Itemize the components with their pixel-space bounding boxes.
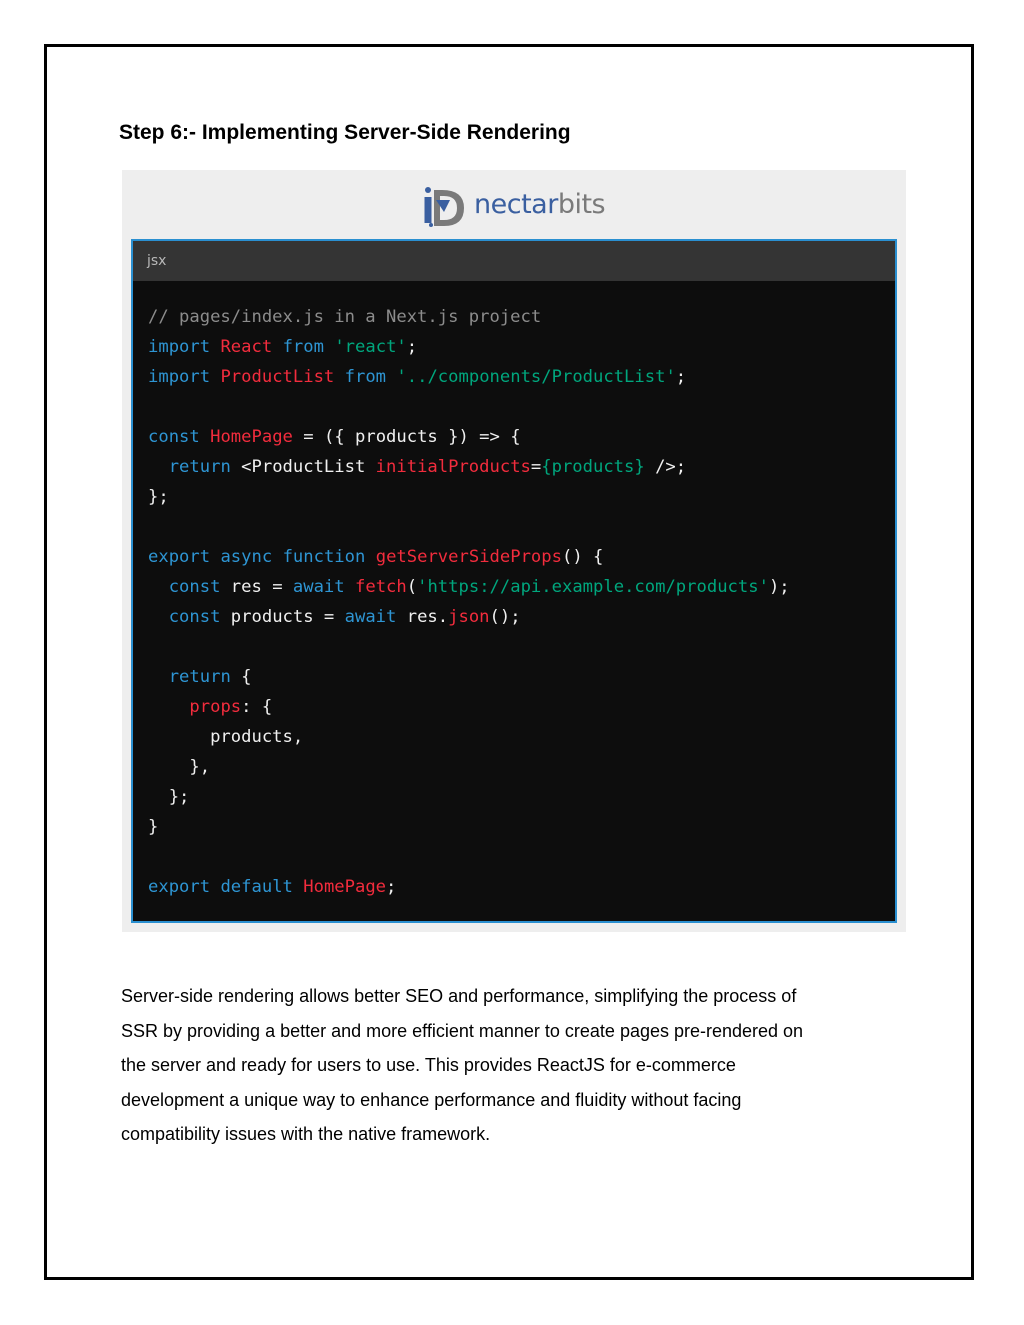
code-line bbox=[148, 302, 895, 332]
code-screenshot-figure bbox=[122, 170, 906, 932]
code-token: from bbox=[344, 367, 387, 387]
code-token: '../components/ProductList' bbox=[396, 367, 676, 387]
code-token: ProductList bbox=[220, 367, 335, 387]
brand-wordmark-part-b: bits bbox=[557, 188, 606, 220]
code-token bbox=[148, 697, 189, 717]
code-line bbox=[148, 542, 895, 572]
code-token: import bbox=[148, 367, 211, 387]
code-token: : { bbox=[241, 697, 273, 717]
code-token bbox=[210, 337, 220, 357]
code-token: getServerSideProps bbox=[375, 547, 562, 567]
code-token: res. bbox=[396, 607, 449, 627]
code-line bbox=[148, 812, 895, 842]
code-token: React bbox=[220, 337, 273, 357]
code-token: json bbox=[448, 607, 490, 627]
code-line bbox=[148, 842, 895, 872]
code-token: />; bbox=[644, 457, 687, 477]
code-token bbox=[365, 547, 375, 567]
brand-logo bbox=[422, 184, 605, 228]
code-line bbox=[148, 632, 895, 662]
code-line bbox=[148, 572, 895, 602]
code-token: ; bbox=[386, 877, 397, 897]
code-line bbox=[148, 482, 895, 512]
code-token bbox=[210, 877, 220, 897]
body-paragraph bbox=[121, 979, 891, 1152]
code-line bbox=[148, 752, 895, 782]
paragraph-line: compatibility issues with the native framework. bbox=[121, 1124, 491, 1145]
code-token bbox=[293, 877, 303, 897]
code-token: export bbox=[148, 877, 211, 897]
code-token bbox=[345, 577, 355, 597]
code-token: const bbox=[168, 577, 221, 597]
code-token: } bbox=[148, 817, 159, 837]
code-token: {products} bbox=[541, 457, 645, 477]
code-token: return bbox=[168, 457, 231, 477]
code-line bbox=[148, 332, 895, 362]
nectarbits-logo-icon bbox=[422, 184, 468, 228]
code-token bbox=[200, 427, 210, 447]
code-token: = ({ products }) => { bbox=[292, 427, 521, 447]
code-line bbox=[148, 512, 895, 542]
code-token: const bbox=[148, 427, 200, 447]
code-token: from bbox=[282, 337, 324, 357]
code-token: HomePage bbox=[303, 877, 387, 897]
code-token: 'react' bbox=[334, 337, 407, 357]
code-line bbox=[148, 782, 895, 812]
code-token bbox=[324, 337, 334, 357]
code-token bbox=[148, 607, 169, 627]
code-token bbox=[272, 547, 282, 567]
paragraph-line: the server and ready for users to use. This provides ReactJS for e-commerce bbox=[121, 1055, 736, 1076]
code-token: }, bbox=[148, 757, 211, 777]
code-token: await bbox=[344, 607, 397, 627]
paragraph-line: Server-side rendering allows better SEO and performance, simplifying the process of bbox=[121, 986, 797, 1006]
code-line bbox=[148, 392, 895, 422]
code-token: ; bbox=[406, 337, 418, 357]
code-token: res = bbox=[220, 577, 293, 597]
code-token: import bbox=[148, 337, 211, 357]
code-line bbox=[148, 362, 895, 392]
code-token: { bbox=[230, 667, 252, 687]
code-token bbox=[386, 367, 396, 387]
code-token: HomePage bbox=[210, 427, 293, 447]
code-token: await bbox=[292, 577, 345, 597]
paragraph-line: development a unique way to enhance performance and fluidity without facing bbox=[121, 1089, 742, 1110]
code-token: default bbox=[220, 877, 293, 897]
code-token: ( bbox=[406, 577, 418, 597]
paragraph-line: SSR by providing a better and more efficient manner to create pages pre-rendered on bbox=[121, 1020, 804, 1041]
code-line bbox=[148, 602, 895, 632]
code-token: ; bbox=[675, 367, 687, 387]
code-line bbox=[148, 872, 895, 902]
code-token: async bbox=[220, 547, 273, 567]
code-token bbox=[148, 457, 169, 477]
code-token: = bbox=[530, 457, 542, 477]
code-token bbox=[334, 367, 344, 387]
code-token: }; bbox=[148, 787, 190, 807]
code-line bbox=[148, 722, 895, 752]
code-token: return bbox=[168, 667, 231, 687]
brand-wordmark bbox=[474, 188, 606, 220]
code-line bbox=[148, 692, 895, 722]
code-token: 'https://api.example.com/products' bbox=[417, 577, 769, 597]
code-token: <ProductList bbox=[230, 457, 376, 477]
code-token: products, bbox=[148, 727, 304, 747]
code-token: initialProducts bbox=[375, 457, 531, 477]
code-line bbox=[148, 422, 895, 452]
code-token: props bbox=[189, 697, 242, 717]
code-token bbox=[272, 337, 282, 357]
code-token: ); bbox=[768, 577, 790, 597]
code-token bbox=[148, 577, 169, 597]
code-token bbox=[210, 367, 220, 387]
code-language-label: jsx bbox=[133, 241, 895, 281]
code-token: export bbox=[148, 547, 211, 567]
brand-wordmark-part-a: nectar bbox=[474, 188, 558, 220]
code-token: // pages/index.js in a Next.js project bbox=[148, 307, 542, 327]
code-line bbox=[148, 452, 895, 482]
code-token: products = bbox=[220, 607, 345, 627]
code-token: function bbox=[282, 547, 366, 567]
code-block bbox=[131, 239, 897, 923]
code-token: () { bbox=[561, 547, 604, 567]
code-token bbox=[210, 547, 220, 567]
code-content bbox=[133, 281, 895, 902]
code-token: const bbox=[168, 607, 221, 627]
code-token: (); bbox=[489, 607, 521, 627]
code-line bbox=[148, 662, 895, 692]
code-token: }; bbox=[148, 487, 169, 507]
code-token: fetch bbox=[355, 577, 407, 597]
page-title: Step 6:- Implementing Server-Side Rendering bbox=[119, 121, 571, 144]
code-token bbox=[148, 667, 169, 687]
